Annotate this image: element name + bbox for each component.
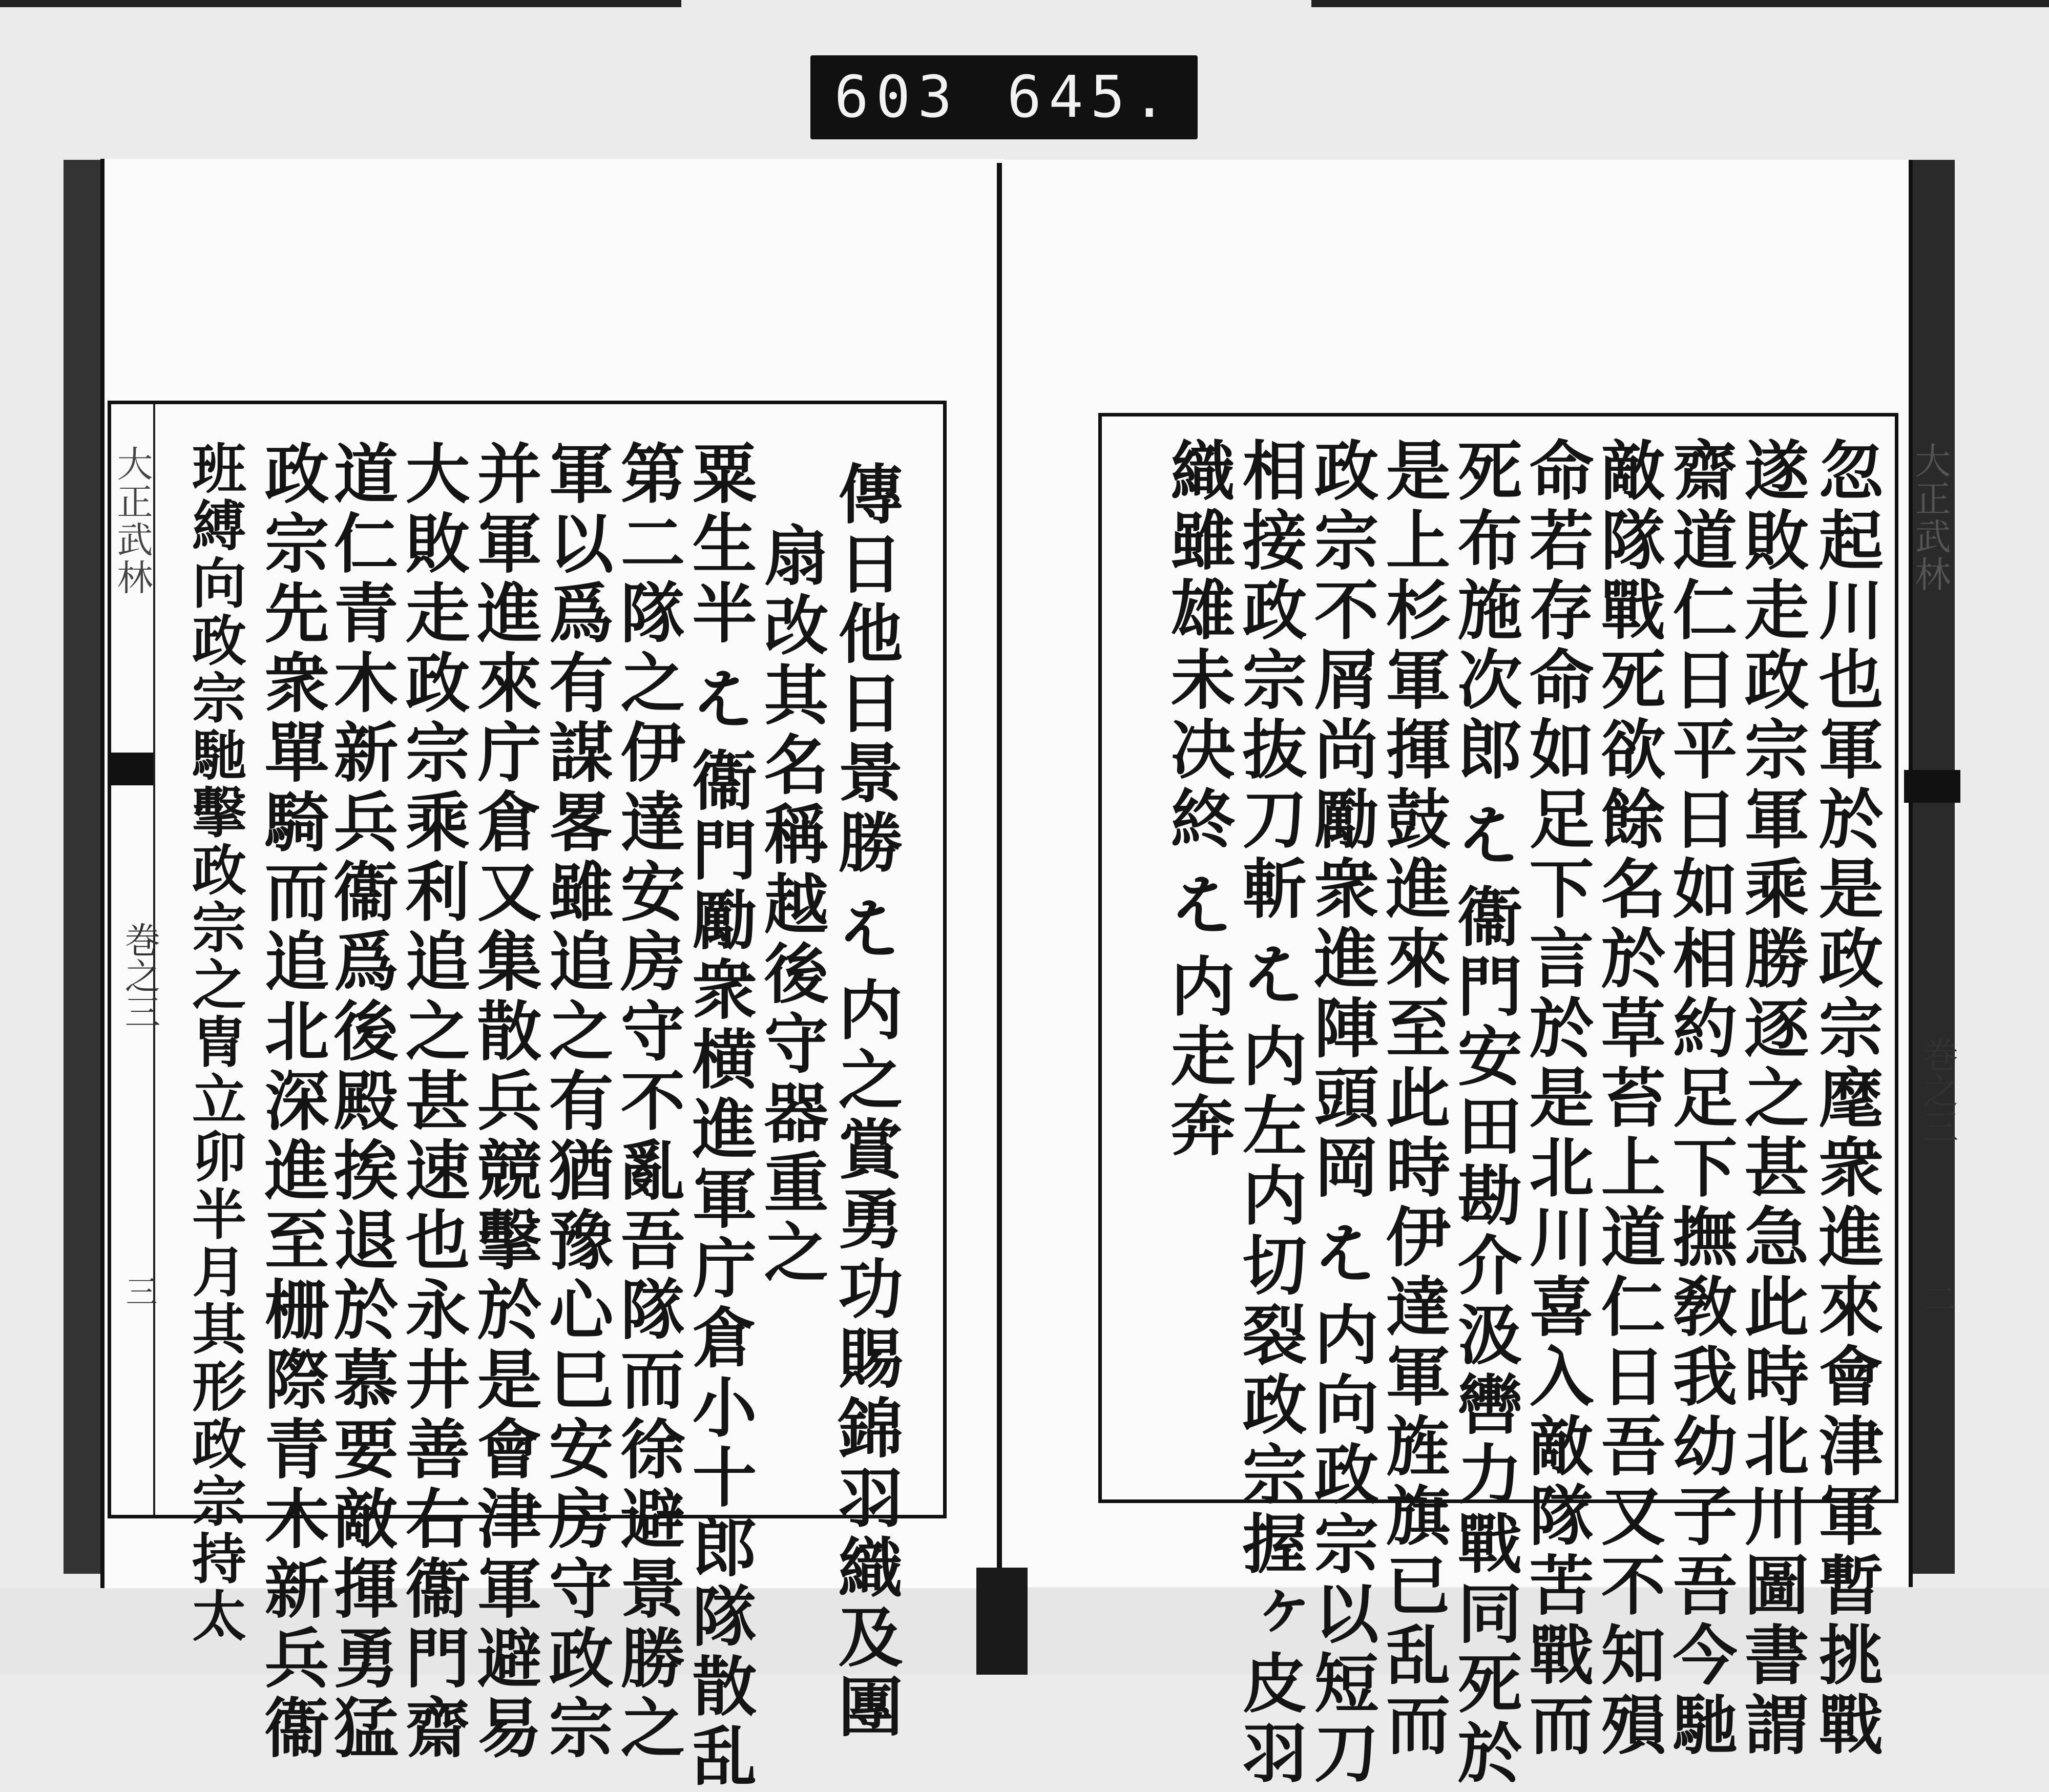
right-running-title: 大正武林: [1909, 442, 1951, 594]
scan-reference-label: [810, 55, 1198, 139]
left-chapter-label: 巻之三: [119, 922, 161, 1029]
left-column-7: 大敗走政宗乘利追之甚速也永井善右衞門齋: [395, 440, 471, 1764]
right-hashira: [1904, 411, 1960, 1494]
book-gutter: [997, 163, 1002, 1587]
left-page-number: 三: [120, 1275, 158, 1307]
right-column-8: 政宗不屑尚勵衆進陣頭岡𛂦内向政宗以短刀: [1304, 437, 1379, 1789]
left-column-2: 扇改其名稱越後守器重之: [754, 522, 829, 1288]
right-column-5: 命若存命如足下言於是北川喜入敵隊苦戰而: [1519, 437, 1595, 1761]
right-column-4: 敵隊戰死欲餘名於草苔上道仁日吾又不知殞: [1591, 437, 1666, 1761]
right-column-1: 忽起川也軍於是政宗麾衆進來會津軍暫挑戰: [1808, 437, 1884, 1761]
right-column-9: 相接政宗抜刀斬𛂦内左内切裂政宗握ヶ皮羽: [1232, 437, 1308, 1789]
right-column-3: 齋道仁日平日如相約足下撫敎我幼子吾今馳: [1662, 437, 1738, 1761]
hashira-fish-tail-right: [1904, 770, 1960, 803]
gutter-bottom-shadow: [976, 1568, 1028, 1675]
left-column-10: 班縛向政宗馳擊政宗之冑立卯半月其形政宗持太: [183, 440, 247, 1645]
right-column-7: 是上杉軍揮鼓進來至此時伊達軍旌旗已乱而: [1375, 437, 1451, 1761]
right-column-6: 死布施次郎𛂦衞門安田勘介汲轡力戰同死於: [1447, 437, 1523, 1789]
left-column-3: 粟生半𛂦衞門勵衆横進軍庁倉小十郎隊散乱: [682, 440, 758, 1792]
left-hashira: [111, 404, 161, 1515]
left-column-1: 傳日他日景勝𛂦内之賞勇功賜錦羽織及團: [828, 461, 904, 1743]
scan-label-right: 645.: [1007, 64, 1174, 131]
left-column-8: 道仁青木新兵衞爲後殿挨退於慕要敵揮勇猛: [323, 440, 399, 1764]
left-running-title: 大正武林: [111, 445, 153, 597]
right-chapter-label: 巻之三: [1917, 1036, 1959, 1144]
scan-label-left: 603: [834, 64, 959, 131]
left-column-5: 軍以爲有謀畧雖追之有猶豫心巳安房守政宗: [538, 440, 614, 1764]
left-text-frame: [108, 401, 947, 1792]
scan-top-line-left: [0, 0, 681, 7]
right-text-frame: [1098, 413, 1959, 1789]
left-column-9: 政宗先衆單騎而追北深進至栅際青木新兵衞: [254, 440, 330, 1764]
scan-top-line-right: [1311, 0, 2049, 7]
left-column-6: 并軍進來庁倉又集散兵競擊於是會津軍避易: [467, 440, 542, 1764]
right-page-number: 二: [1919, 1282, 1957, 1314]
hashira-fish-tail-top: [111, 753, 153, 785]
right-column-2: 遂敗走政宗軍乘勝逐之甚急此時北川圖書謂: [1734, 437, 1810, 1761]
right-column-10: 織雖雄未决終𛂦内走奔: [1160, 437, 1236, 1162]
left-column-4: 第二隊之伊達安房守不亂吾隊而徐避景勝之: [610, 440, 686, 1764]
